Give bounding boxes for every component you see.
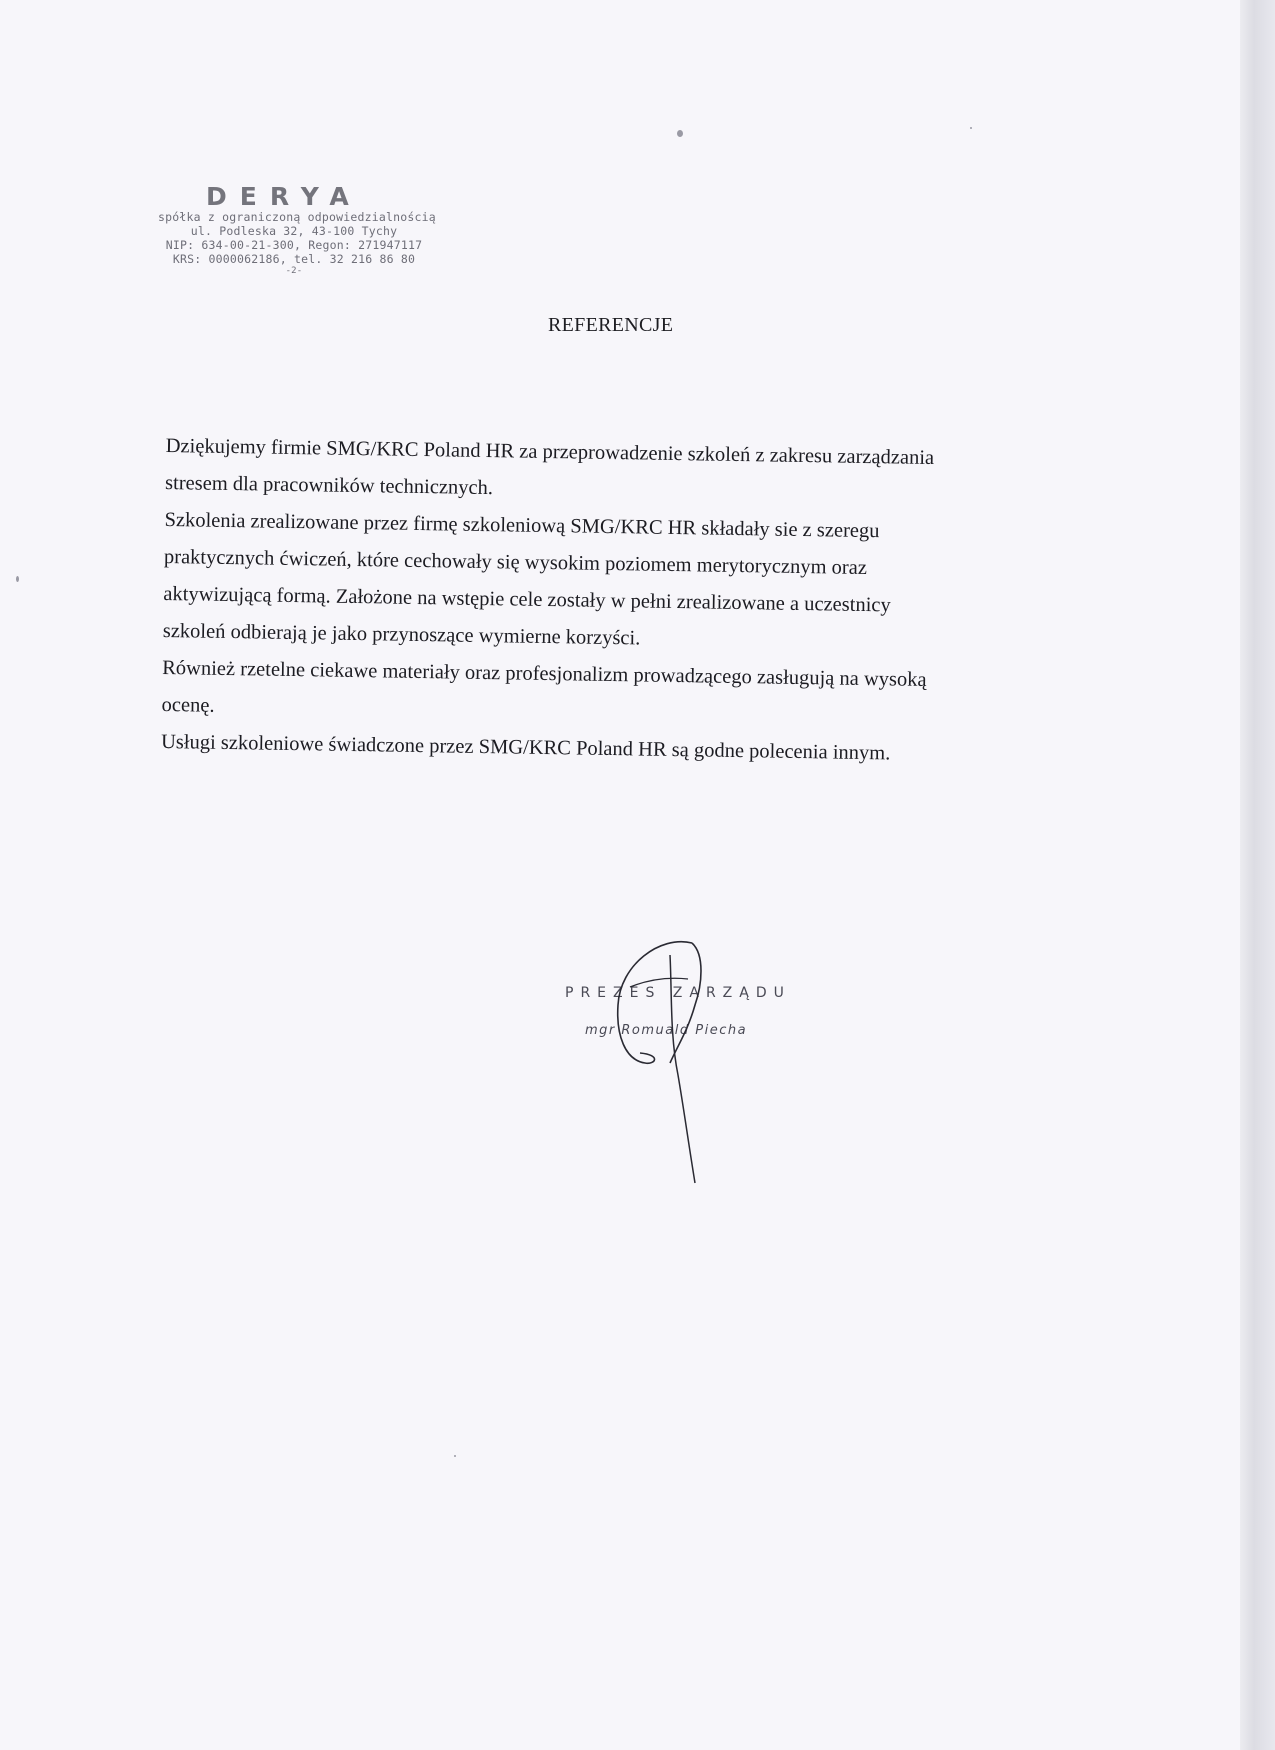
company-stamp: [158, 182, 436, 277]
handwritten-signature: [600, 935, 730, 1195]
scan-speck: [970, 127, 972, 129]
body-line: Usługi szkoleniowe świadczone przez SMG/KRC Poland HR są godne polecenia innym.: [160, 730, 891, 765]
body-line: Szkolenia zrealizowane przez firmę szkoleniową SMG/KRC HR składały sie z szeregu: [164, 508, 880, 543]
stamp-footnote: -2-: [285, 266, 303, 276]
body-line: aktywizującą formą. Założone na wstępie cele zostały w pełni zrealizowane a uczestnicy: [163, 582, 891, 617]
scan-speck: [16, 576, 19, 582]
body-line: Również rzetelne ciekawe materiały oraz profesjonalizm prowadzącego zasługują na wysoką: [162, 656, 927, 691]
company-logo: DERYA: [206, 182, 362, 211]
scan-speck: [677, 130, 683, 137]
signatory-name: mgr Romuald Piecha: [585, 1023, 748, 1038]
document-body: [161, 428, 1066, 775]
stamp-line-company-form: spółka z ograniczoną odpowiedzialnością: [158, 210, 436, 224]
body-line: Dziękujemy firmie SMG/KRC Poland HR za przeprowadzenie szkoleń z zakresu zarządzania: [165, 434, 935, 470]
signatory-title: PREZES ZARZĄDU: [565, 985, 791, 1001]
body-line: praktycznych ćwiczeń, które cechowały się wysokim poziomem merytorycznym oraz: [163, 545, 868, 580]
body-line: szkoleń odbierają je jako przynoszące wymierne korzyści.: [162, 619, 641, 650]
stamp-line-nip-regon: NIP: 634-00-21-300, Regon: 271947117: [165, 238, 423, 252]
scanner-edge: [1240, 0, 1275, 1750]
stamp-line-krs-phone: KRS: 0000062186, tel. 32 216 86 80: [172, 252, 416, 266]
body-line: ocenę.: [161, 693, 215, 717]
body-line: stresem dla pracowników technicznych.: [164, 471, 494, 500]
document-title: REFERENCJE: [548, 314, 674, 336]
stamp-line-address: ul. Podleska 32, 43-100 Tychy: [190, 224, 398, 238]
scan-speck: [454, 1455, 456, 1457]
